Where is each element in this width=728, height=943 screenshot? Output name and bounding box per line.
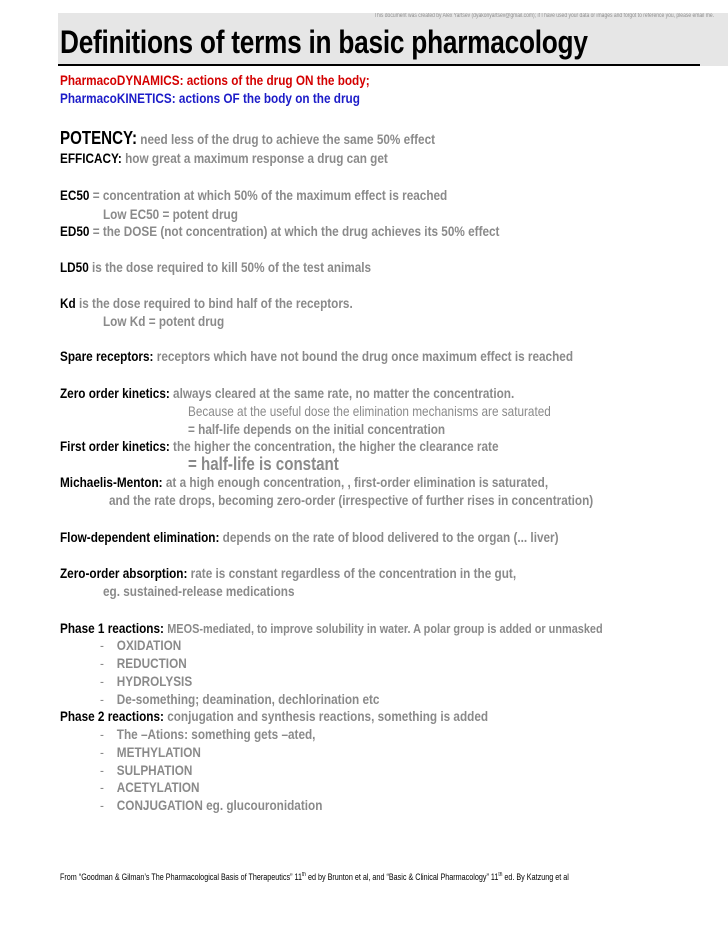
zero-order-absorption-note: eg. sustained-release medications (103, 583, 295, 599)
ed50-line (60, 222, 583, 240)
term: Zero-order absorption: (60, 565, 188, 581)
list-item: - ACETYLATION (100, 779, 200, 795)
definition: is the dose required to bind half of the receptors. (78, 295, 353, 311)
term: Michaelis-Menton: (60, 474, 163, 490)
pharmacokinetics-line: PharmacoKINETICS: actions OF the body on the drug (60, 90, 360, 106)
header-note: This document was created by Alex Yartsev (dyakonyartsev@gmail.com); if I have used your data or images and forgot to reference you, please email me. (374, 13, 715, 19)
term: Spare receptors: (60, 348, 154, 364)
kd-line (60, 294, 409, 312)
term: Phase 1 reactions: (60, 620, 164, 636)
michaelis-menton-continued: and the rate drops, becoming zero-order (irrespective of further rises in concentration) (109, 492, 594, 508)
ld50-line (60, 258, 430, 276)
list-item: - HYDROLYSIS (100, 673, 193, 689)
efficacy-line (60, 149, 450, 167)
list-item: - SULPHATION (100, 762, 193, 778)
term: ED50 (60, 223, 90, 239)
footer-reference: From “Goodman & Gilman’s The Pharmacological Basis of Therapeutics” 11th ed by Brunton et al, and “Basic & Clinical Pharmacology” 11th ed. By Katzung et al (60, 872, 569, 882)
page-title: Definitions of terms in basic pharmacology (60, 24, 588, 60)
term: LD50 (60, 259, 89, 275)
kd-note: Low Kd = potent drug (103, 313, 225, 329)
first-order-line (60, 437, 582, 455)
zero-order-line (60, 384, 601, 402)
definition: how great a maximum response a drug can get (125, 150, 388, 166)
zero-order-note: Because at the useful dose the elimination mechanisms are saturated (188, 403, 551, 419)
potency-line (60, 129, 506, 148)
list-item: - REDUCTION (100, 655, 187, 671)
definition: the higher the concentration, the higher the clearance rate (173, 438, 499, 454)
michaelis-menton-line (60, 473, 641, 491)
definition: conjugation and synthesis reactions, something is added (167, 708, 489, 724)
term: EC50 (60, 187, 90, 203)
zero-order-halflife: = half-life depends on the initial concentration (188, 421, 446, 437)
definition: depends on the rate of blood delivered to the organ (... liver) (222, 529, 559, 545)
phase2-line (60, 707, 570, 725)
zero-order-absorption-line (60, 564, 603, 582)
definition: need less of the drug to achieve the same 50% effect (140, 131, 436, 147)
list-item: - OXIDATION (100, 637, 182, 653)
definition: MEOS-mediated, to improve solubility in water. A polar group is added or unmasked (167, 621, 603, 636)
list-item: - METHYLATION (100, 744, 201, 760)
ec50-line (60, 186, 521, 204)
term: Kd (60, 295, 76, 311)
definition: = concentration at which 50% of the maximum effect is reached (92, 187, 448, 203)
term: First order kinetics: (60, 438, 170, 454)
list-item: - De-something; deamination, dechlorination etc (100, 691, 380, 707)
list-item: - CONJUGATION eg. glucouronidation (100, 797, 323, 813)
first-order-note: = half-life is constant (188, 454, 339, 474)
title-underline (58, 64, 700, 66)
list-item: - The –Ations: something gets –ated, (100, 726, 316, 742)
spare-receptors-line (60, 347, 671, 365)
pharmacodynamics-line: PharmacoDYNAMICS: actions of the drug ON the body; (60, 72, 370, 88)
definition: is the dose required to kill 50% of the test animals (92, 259, 372, 275)
flow-dependent-line (60, 528, 654, 546)
term: Phase 2 reactions: (60, 708, 164, 724)
definition: rate is constant regardless of the concentration in the gut, (190, 565, 517, 581)
term: Zero order kinetics: (60, 385, 170, 401)
definition: = the DOSE (not concentration) at which the drug achieves its 50% effect (92, 223, 500, 239)
term: EFFICACY: (60, 150, 122, 166)
definition: at a high enough concentration, , first-order elimination is saturated, (165, 474, 549, 490)
term: Flow-dependent elimination: (60, 529, 220, 545)
term: POTENCY: (60, 128, 138, 148)
ec50-note: Low EC50 = potent drug (103, 206, 238, 222)
definition: always cleared at the same rate, no matter the concentration. (173, 385, 515, 401)
definition: receptors which have not bound the drug once maximum effect is reached (156, 348, 574, 364)
